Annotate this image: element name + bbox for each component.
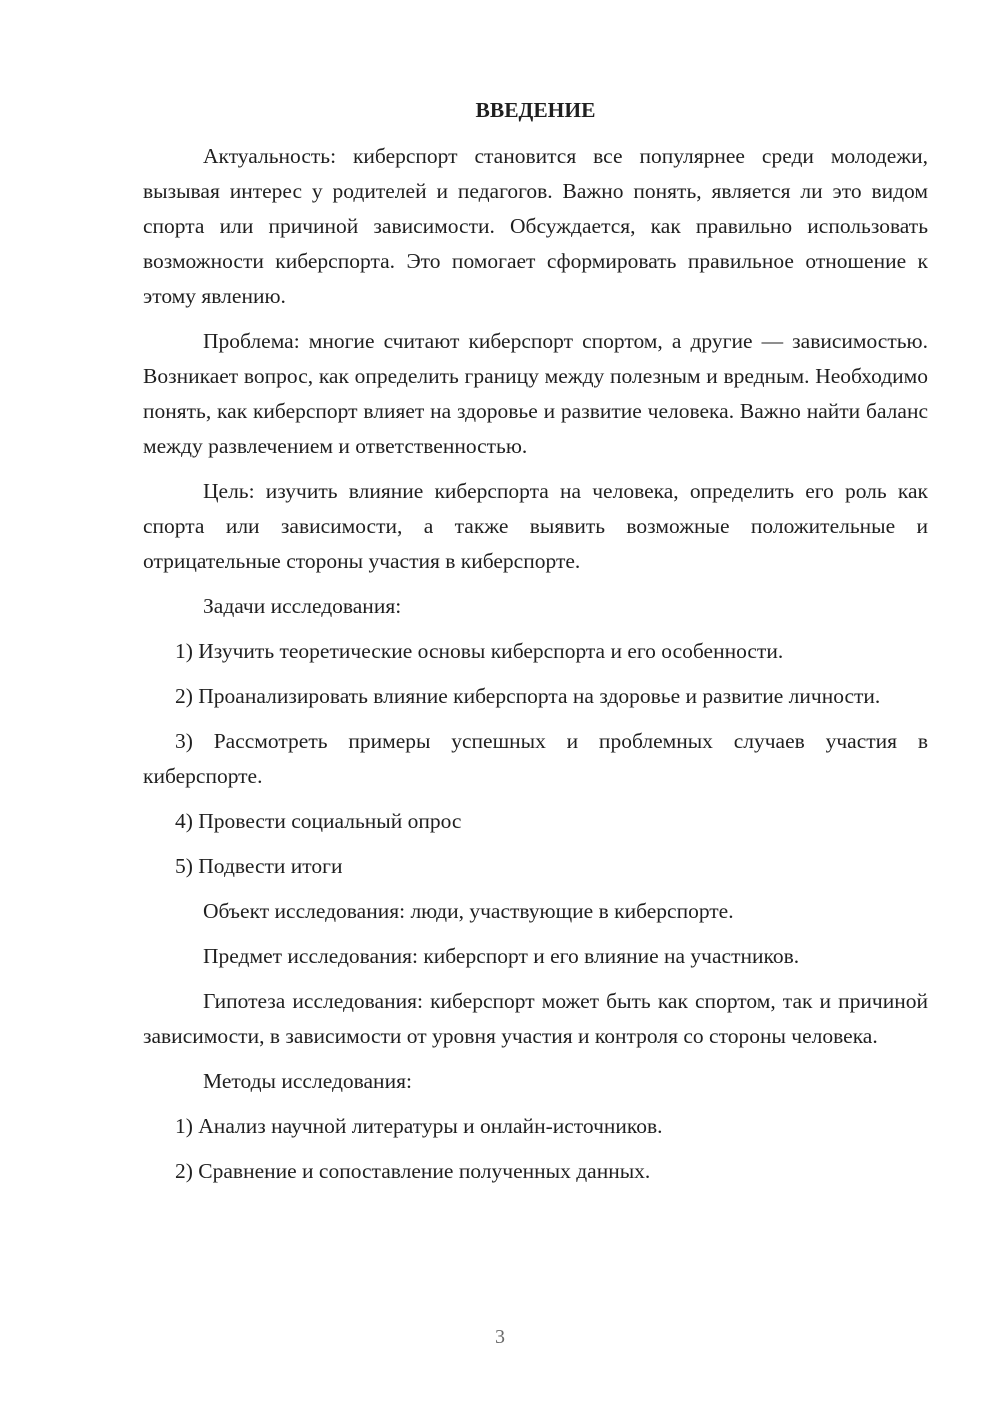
task-item-2: 2) Проанализировать влияние киберспорта на здоровье и развитие личности.	[175, 684, 881, 708]
method-item-1: 1) Анализ научной литературы и онлайн-источников.	[175, 1114, 663, 1138]
methods-heading: Методы исследования:	[203, 1069, 412, 1093]
problem-paragraph: Проблема: многие считают киберспорт спортом, а другие — зависимостью. Возникает вопрос, как определить границу между полезным и вредным. Необходимо понять, как киберспорт влияет на здоровье и развитие человека. Важно найти баланс между развлечением и ответственностью.	[143, 329, 928, 458]
goal-paragraph: Цель: изучить влияние киберспорта на человека, определить его роль как спорта или зависимости, а также выявить возможные положительные и отрицательные стороны участия в киберспорте.	[143, 479, 928, 573]
subject-paragraph: Предмет исследования: киберспорт и его влияние на участников.	[203, 944, 800, 968]
relevance-paragraph: Актуальность: киберспорт становится все популярнее среди молодежи, вызывая интерес у родителей и педагогов. Важно понять, является ли это видом спорта или причиной зависимости. Обсуждается, как правильно использовать возможности киберспорта. Это помогает сформировать правильное отношение к этому явлению.	[143, 144, 928, 308]
page-number: 3	[495, 1326, 505, 1348]
document-page	[143, 92, 928, 1199]
method-item-2: 2) Сравнение и сопоставление полученных данных.	[175, 1159, 651, 1183]
task-item-3: 3) Рассмотреть примеры успешных и проблемных случаев участия в киберспорте.	[143, 729, 928, 788]
tasks-heading: Задачи исследования:	[203, 594, 402, 618]
hypothesis-paragraph: Гипотеза исследования: киберспорт может быть как спортом, так и причиной зависимости, в зависимости от уровня участия и контроля со стороны человека.	[143, 989, 928, 1048]
task-item-5: 5) Подвести итоги	[175, 854, 343, 878]
object-paragraph: Объект исследования: люди, участвующие в киберспорте.	[203, 899, 734, 923]
task-item-1: 1) Изучить теоретические основы киберспорта и его особенности.	[175, 639, 784, 663]
section-title: ВВЕДЕНИЕ	[475, 98, 596, 122]
task-item-4: 4) Провести социальный опрос	[175, 809, 462, 833]
